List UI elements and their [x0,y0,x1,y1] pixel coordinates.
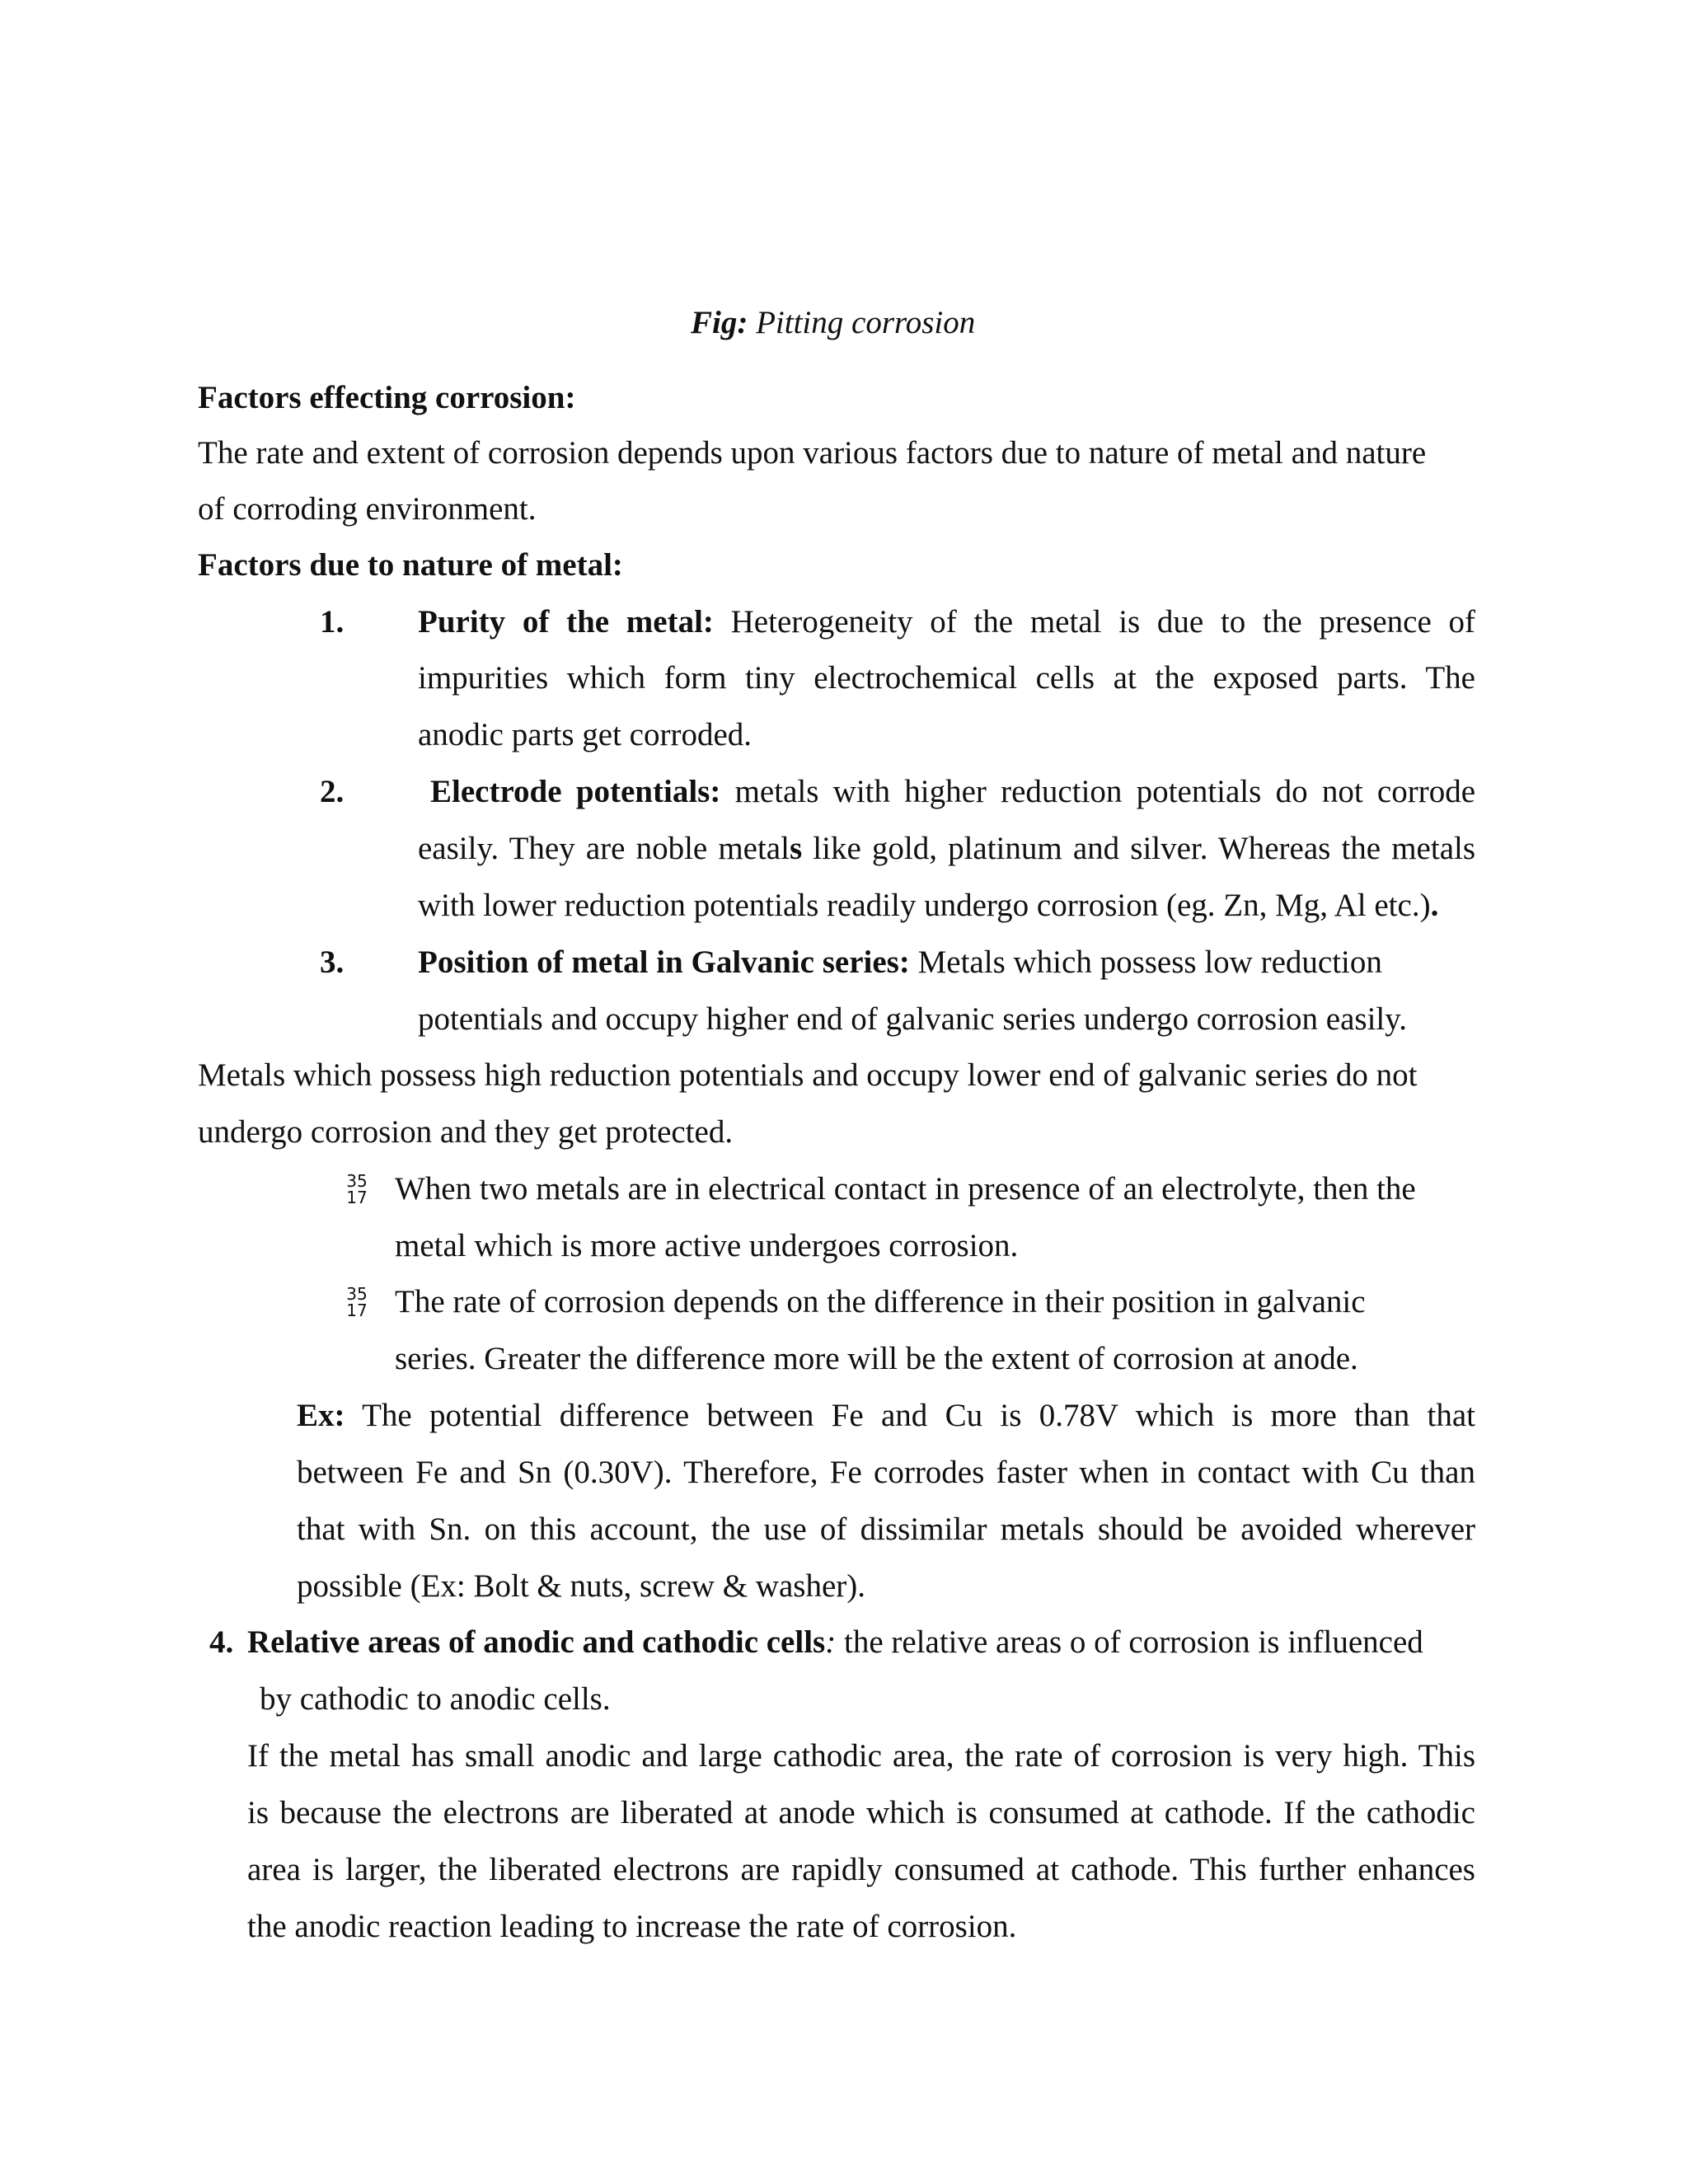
figure-caption-text: Pitting corrosion [756,305,976,340]
item-4-colon: : [825,1624,837,1660]
item-1-text-1: Heterogeneity of the metal is due to the presence of [730,604,1476,640]
item-2-text-3-end: . [1430,888,1439,923]
item-3-line-3: Metals which possess high reduction potentials and occupy lower end of galvanic series do not [198,1057,1418,1093]
item-4-para-line-1: If the metal has small anodic and large cathodic area, the rate of corrosion is very high. This [247,1738,1475,1774]
figure-caption-label: Fig: [691,305,748,340]
item-2-text-1: metals with higher reduction potentials do not corrode [734,774,1476,809]
item-4-number: 4. [209,1624,234,1660]
heading-factors: Factors effecting corrosion: [198,380,576,415]
item-2-text-3: with lower reduction potentials readily undergo corrosion (eg. Zn, Mg, Al etc.) [418,888,1431,923]
bullet-marker-2-top: 35 [346,1284,368,1304]
item-1-number: 1. [320,604,345,640]
bullet-2-line-2: series. Greater the difference more will be the extent of corrosion at anode. [395,1341,1358,1376]
item-3-title: Position of metal in Galvanic series: [418,944,910,980]
item-2-line-2 [418,832,1475,865]
example-label: Ex: [297,1398,345,1433]
example-line-3: that with Sn. on this account, the use of dissimilar metals should be avoided wherever [297,1511,1475,1547]
item-1-line-1 [418,606,1475,638]
example-line-1 [297,1399,1475,1432]
item-1-line-3: anodic parts get corroded. [418,717,753,752]
item-3-line-2: potentials and occupy higher end of galvanic series undergo corrosion easily. [418,1001,1407,1037]
item-2-title: Electrode potentials: [430,774,721,809]
item-4-para-line-3: area is larger, the liberated electrons are rapidly consumed at cathode. This further enhances [247,1852,1475,1887]
item-1-title: Purity of the metal: [418,604,714,640]
item-4-text-1: the relative areas o of corrosion is influenced [843,1624,1423,1660]
bullet-marker-1-top: 35 [346,1171,368,1191]
item-3-line-4: undergo corrosion and they get protected. [198,1114,734,1150]
intro-line-1: The rate and extent of corrosion depends upon various factors due to nature of metal and nature [198,435,1427,471]
item-2-text-2b: s [789,831,803,866]
item-3-number: 3. [320,944,345,980]
example-line-2: between Fe and Sn (0.30V). Therefore, Fe corrodes faster when in contact with Cu than [297,1455,1475,1490]
bullet-1-line-2: metal which is more active undergoes corrosion. [395,1228,1019,1263]
figure-caption [691,307,975,339]
item-2-text-2a: easily. They are noble metal [418,831,790,866]
example-text-1: The potential difference between Fe and Cu is 0.78V which is more than that [362,1398,1475,1433]
intro-line-2: of corroding environment. [198,491,537,527]
item-1-line-2: impurities which form tiny electrochemical cells at the exposed parts. The [418,660,1475,696]
item-2-line-3 [418,889,1438,921]
item-4-line-1 [247,1626,1423,1658]
item-4-para-line-2: is because the electrons are liberated at anode which is consumed at cathode. If the cathodic [247,1795,1475,1830]
bullet-marker-2 [345,1286,369,1319]
item-3-line-1 [418,946,1382,978]
item-2-line-1 [430,776,1475,808]
item-4-line-2: by cathodic to anodic cells. [260,1681,611,1717]
item-2-number: 2. [320,774,345,809]
heading-metal: Factors due to nature of metal: [198,547,623,583]
item-3-text-1: Metals which possess low reduction [917,944,1382,980]
bullet-2-line-1: The rate of corrosion depends on the difference in their position in galvanic [395,1284,1366,1319]
item-2-text-2c: like gold, platinum and silver. Whereas the metals [813,831,1476,866]
bullet-marker-1 [345,1173,369,1206]
item-4-para-line-4: the anodic reaction leading to increase the rate of corrosion. [247,1909,1017,1944]
example-line-4: possible (Ex: Bolt & nuts, screw & washer). [297,1568,865,1604]
item-4-title: Relative areas of anodic and cathodic cells [247,1624,826,1660]
bullet-1-line-1: When two metals are in electrical contact in presence of an electrolyte, then the [395,1171,1416,1207]
bullet-marker-1-bottom: 17 [346,1188,368,1207]
bullet-marker-2-bottom: 17 [346,1301,368,1320]
